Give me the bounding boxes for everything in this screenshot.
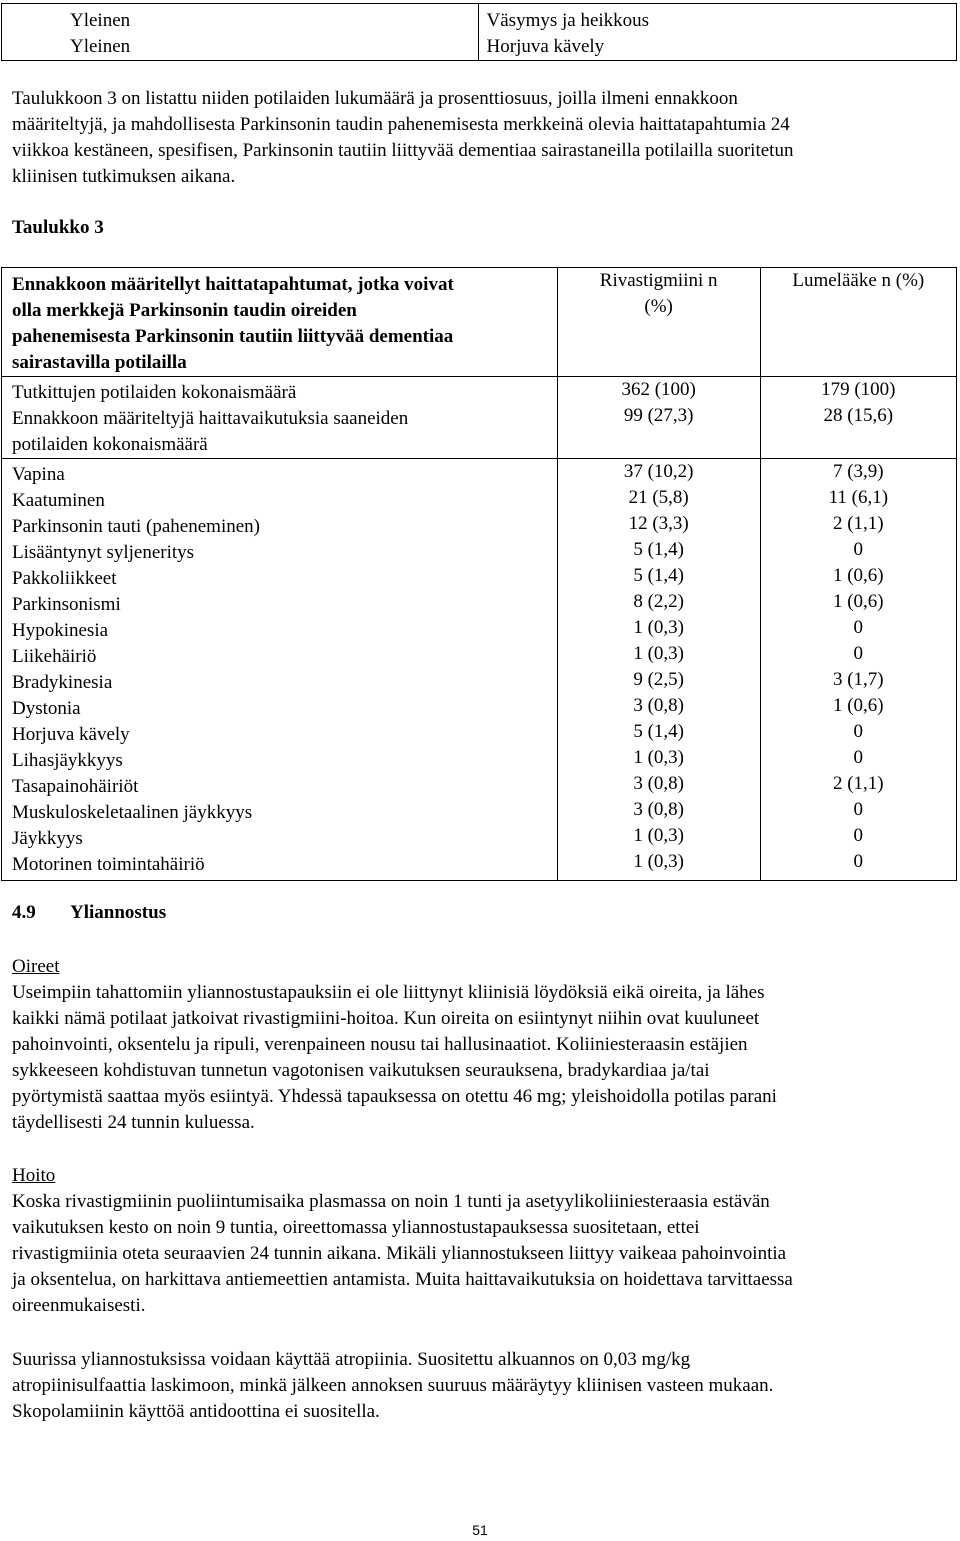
event-placebo-value: 0 bbox=[853, 747, 864, 768]
paragraph-line: Useimpiin tahattomiin yliannostustapauksiin ei ole liittynyt kliinisiä löydöksiä eikä oireita, ja lähes bbox=[12, 982, 765, 1003]
paragraph-line: sykkeeseen kohdistuvan tunnetun vagotonisen vaikutuksen seurauksena, bradykardiaa ja/tai bbox=[12, 1060, 710, 1081]
paragraph-line: Koska rivastigmiinin puoliintumisaika plasmassa on noin 1 tunti ja asetyylikoliiniesteraasia estävän bbox=[12, 1191, 770, 1212]
event-placebo-value: 0 bbox=[853, 539, 864, 560]
event-placebo-value: 2 (1,1) bbox=[832, 773, 884, 794]
paragraph-line: Skopolamiinin käyttöä antidoottina ei suositella. bbox=[12, 1401, 380, 1422]
event-placebo-value: 0 bbox=[853, 721, 864, 742]
paragraph-line: vaikutuksen kesto on noin 9 tuntia, oireettomassa yliannostustapauksessa suositetaan, ettei bbox=[12, 1217, 700, 1238]
event-rivastigmine-value: 21 (5,8) bbox=[628, 487, 689, 508]
table-header-row bbox=[2, 268, 957, 377]
event-name: Dystonia bbox=[12, 698, 81, 719]
header-line: olla merkkejä Parkinsonin taudin oireiden bbox=[12, 300, 357, 321]
event-rivastigmine-value: 5 (1,4) bbox=[633, 721, 684, 742]
intro-line: kliinisen tutkimuksen aikana. bbox=[12, 166, 236, 187]
event-rivastigmine-value: 3 (0,8) bbox=[633, 695, 684, 716]
atropine-paragraph bbox=[12, 1347, 952, 1425]
event-name: Vapina bbox=[12, 464, 65, 485]
paragraph-line: atropiinisulfaattia laskimoon, minkä jälkeen annoksen suuruus määräytyy kliinisen vasteen mukaan. bbox=[12, 1375, 774, 1396]
totals-value: 99 (27,3) bbox=[623, 405, 694, 426]
header-rivastigmine-cell bbox=[557, 268, 760, 377]
totals-value: 362 (100) bbox=[621, 379, 696, 400]
event-rivastigmine-value: 1 (0,3) bbox=[633, 747, 684, 768]
event-placebo-value: 0 bbox=[853, 825, 864, 846]
event-rivastigmine-value: 1 (0,3) bbox=[633, 617, 684, 638]
paragraph-line: ja oksentelua, on harkittava antiemeettien antamista. Muita haittavaikutuksia on hoidettava tarvittaessa bbox=[12, 1269, 793, 1290]
event-name: Hypokinesia bbox=[12, 620, 109, 641]
header-line: sairastavilla potilailla bbox=[12, 352, 187, 373]
paragraph-line: pahoinvointi, oksentelu ja ripuli, verenpaineen nousu tai hallusinaatiot. Koliiniesteraasin estäjien bbox=[12, 1034, 748, 1055]
event-placebo-value: 7 (3,9) bbox=[832, 461, 884, 482]
totals-value: 28 (15,6) bbox=[823, 405, 894, 426]
event-placebo-value: 0 bbox=[853, 851, 864, 872]
totals-label: Tutkittujen potilaiden kokonaismäärä bbox=[12, 382, 297, 403]
header-line: Lumelääke n (%) bbox=[792, 270, 925, 291]
totals-label-cell bbox=[2, 377, 558, 459]
section-heading bbox=[12, 900, 166, 926]
event-rivastigmine-cell bbox=[557, 459, 760, 881]
paragraph-line: täydellisesti 24 tunnin kuluessa. bbox=[12, 1112, 255, 1133]
event-rivastigmine-value: 5 (1,4) bbox=[633, 539, 684, 560]
hoito-heading: Hoito bbox=[12, 1165, 56, 1186]
event-name: Bradykinesia bbox=[12, 672, 113, 693]
event-rivastigmine-value: 5 (1,4) bbox=[633, 565, 684, 586]
intro-line: Taulukkoon 3 on listattu niiden potilaiden lukumäärä ja prosenttiosuus, joilla ilmeni ennakkoon bbox=[12, 88, 738, 109]
event-placebo-value: 1 (0,6) bbox=[832, 591, 884, 612]
page-number: 51 bbox=[472, 1522, 488, 1538]
totals-value: 179 (100) bbox=[821, 379, 896, 400]
header-line: Ennakkoon määritellyt haittatapahtumat, jotka voivat bbox=[12, 274, 454, 295]
event-rivastigmine-value: 12 (3,3) bbox=[628, 513, 689, 534]
top-table-right-cell bbox=[478, 4, 956, 61]
event-rivastigmine-value: 3 (0,8) bbox=[633, 799, 684, 820]
event-rivastigmine-value: 3 (0,8) bbox=[633, 773, 684, 794]
paragraph-line: oireenmukaisesti. bbox=[12, 1295, 146, 1316]
event-name: Muskuloskeletaalinen jäykkyys bbox=[12, 802, 253, 823]
event-name: Lisääntynyt syljeneritys bbox=[12, 542, 195, 563]
oireet-paragraph bbox=[12, 980, 952, 1136]
event-rivastigmine-value: 1 (0,3) bbox=[633, 825, 684, 846]
header-events-cell bbox=[2, 268, 558, 377]
event-name: Motorinen toimintahäiriö bbox=[12, 854, 205, 875]
totals-rivastigmine-cell bbox=[557, 377, 760, 459]
event-placebo-value: 2 (1,1) bbox=[832, 513, 884, 534]
header-line: pahenemisesta Parkinsonin tautiin liittyvää dementiaa bbox=[12, 326, 454, 347]
event-name: Kaatuminen bbox=[12, 490, 105, 511]
event-placebo-value: 0 bbox=[853, 643, 864, 664]
event-name: Horjuva kävely bbox=[12, 724, 130, 745]
event-name: Parkinsonin tauti (paheneminen) bbox=[12, 516, 260, 537]
top-table-row bbox=[2, 4, 957, 61]
section-number: 4.9 bbox=[12, 902, 36, 923]
event-rivastigmine-value: 9 (2,5) bbox=[633, 669, 684, 690]
section-title: Yliannostus bbox=[70, 902, 167, 923]
event-name: Jäykkyys bbox=[12, 828, 83, 849]
event-name: Tasapainohäiriöt bbox=[12, 776, 139, 797]
top-table bbox=[1, 3, 957, 61]
hoito-paragraph bbox=[12, 1189, 952, 1319]
event-rivastigmine-value: 8 (2,2) bbox=[633, 591, 684, 612]
totals-label: potilaiden kokonaismäärä bbox=[12, 434, 208, 455]
adverse-events-table bbox=[1, 267, 957, 881]
intro-line: määriteltyjä, ja mahdollisesta Parkinsonin taudin pahenemisesta merkkeinä olevia haittatapahtumia 24 bbox=[12, 114, 790, 135]
paragraph-line: pyörtymistä saattaa myös esiintyä. Yhdessä tapauksessa on otettu 46 mg; yleishoidolla potilas parani bbox=[12, 1086, 777, 1107]
event-placebo-value: 0 bbox=[853, 617, 864, 638]
header-placebo-cell bbox=[760, 268, 956, 377]
intro-line: viikkoa kestäneen, spesifisen, Parkinsonin tautiin liittyvää dementiaa sairastaneilla potilailla suoritetun bbox=[12, 140, 794, 161]
event-rivastigmine-value: 1 (0,3) bbox=[633, 851, 684, 872]
event-placebo-value: 1 (0,6) bbox=[832, 695, 884, 716]
oireet-heading: Oireet bbox=[12, 956, 60, 977]
top-left-line: Yleinen bbox=[70, 36, 131, 57]
table-events-row bbox=[2, 459, 957, 881]
event-placebo-value: 0 bbox=[853, 799, 864, 820]
top-table-left-cell bbox=[2, 4, 479, 61]
event-placebo-value: 11 (6,1) bbox=[828, 487, 889, 508]
event-rivastigmine-value: 1 (0,3) bbox=[633, 643, 684, 664]
event-name: Lihasjäykkyys bbox=[12, 750, 123, 771]
totals-placebo-cell bbox=[760, 377, 956, 459]
event-names-cell bbox=[2, 459, 558, 881]
paragraph-line: kaikki nämä potilaat jatkoivat rivastigmiini-hoitoa. Kun oireita on esiintynyt niihin ovat kuuluneet bbox=[12, 1008, 760, 1029]
table3-title: Taulukko 3 bbox=[12, 217, 104, 238]
event-name: Pakkoliikkeet bbox=[12, 568, 117, 589]
totals-label: Ennakkoon määriteltyjä haittavaikutuksia saaneiden bbox=[12, 408, 409, 429]
intro-paragraph bbox=[12, 86, 952, 190]
event-name: Parkinsonismi bbox=[12, 594, 121, 615]
event-placebo-value: 3 (1,7) bbox=[832, 669, 884, 690]
event-placebo-cell bbox=[760, 459, 956, 881]
top-right-line: Väsymys ja heikkous bbox=[486, 10, 650, 31]
event-name: Liikehäiriö bbox=[12, 646, 97, 667]
top-left-line: Yleinen bbox=[70, 10, 131, 31]
table-totals-row bbox=[2, 377, 957, 459]
paragraph-line: rivastigmiinia oteta seuraavien 24 tunnin aikana. Mikäli yliannostukseen liittyy vaikeaa pahoinvointia bbox=[12, 1243, 787, 1264]
header-line: (%) bbox=[644, 296, 673, 317]
event-placebo-value: 1 (0,6) bbox=[832, 565, 884, 586]
paragraph-line: Suurissa yliannostuksissa voidaan käyttää atropiinia. Suositettu alkuannos on 0,03 mg/kg bbox=[12, 1349, 691, 1370]
header-line: Rivastigmiini n bbox=[599, 270, 718, 291]
top-right-line: Horjuva kävely bbox=[486, 36, 605, 57]
event-rivastigmine-value: 37 (10,2) bbox=[623, 461, 694, 482]
